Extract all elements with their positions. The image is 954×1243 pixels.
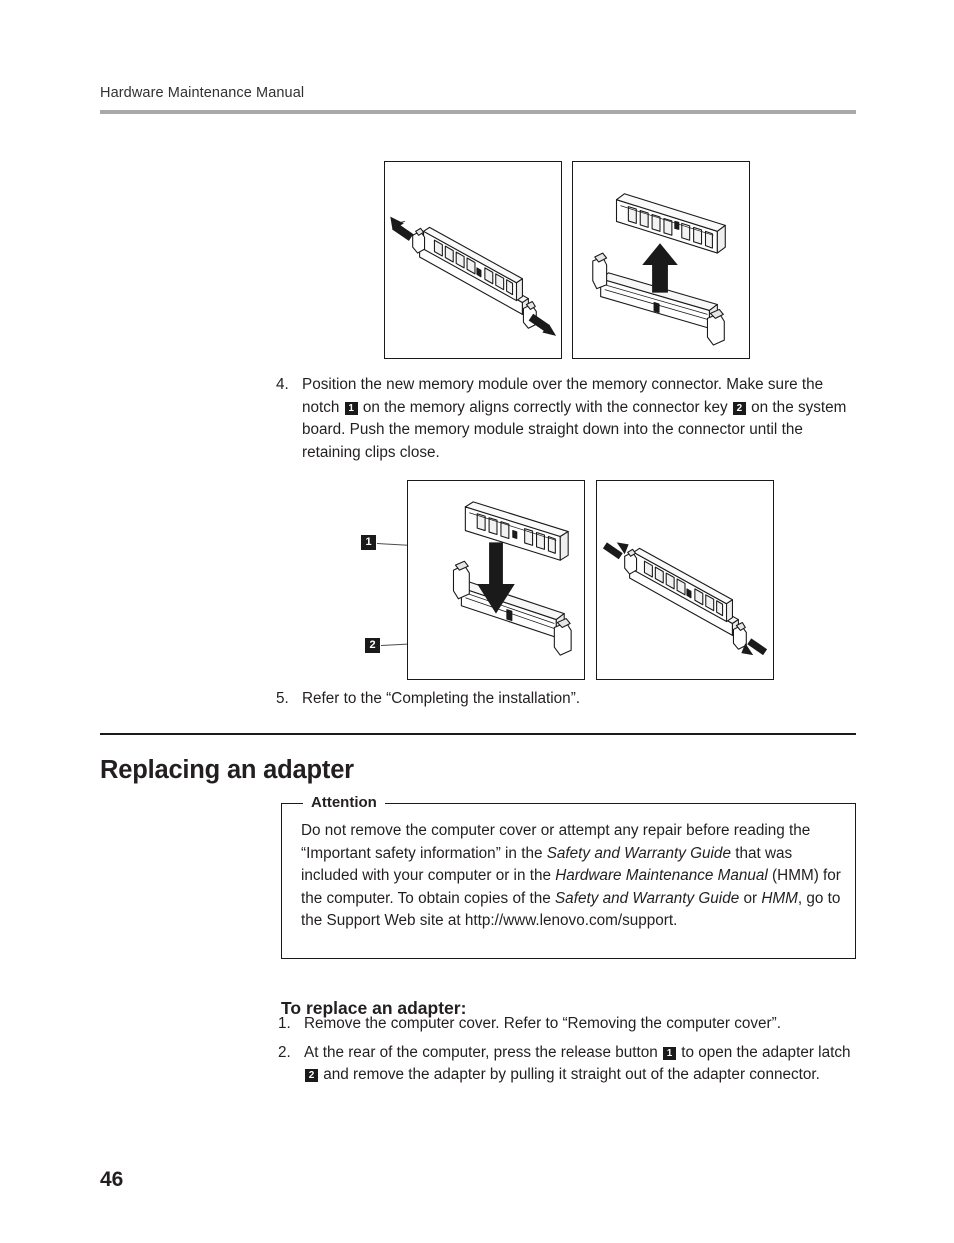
attention-text-part: Do not remove the computer cover or attempt any repair before reading the “Important safety information” in the	[301, 822, 811, 862]
step-number: 5.	[276, 690, 289, 707]
attention-italic-title: Safety and Warranty Guide	[554, 889, 740, 907]
step-text-part: Remove the computer cover. Refer to “Removing the computer cover”.	[304, 1015, 781, 1032]
step-text-part: At the rear of the computer, press the release button	[304, 1043, 662, 1061]
step-text-part: Position the new memory module over the memory connector. Make sure the notch	[302, 376, 824, 416]
section-divider-rule	[100, 733, 856, 735]
attention-body-text	[301, 820, 841, 933]
memory-steps-4	[276, 374, 856, 464]
step-number: 2.	[278, 1043, 291, 1061]
step-item	[276, 374, 856, 464]
inline-marker-2: 2	[733, 402, 746, 415]
attention-italic-title: HMM	[761, 889, 798, 907]
inline-marker-1: 1	[663, 1047, 676, 1060]
attention-text-part: , go to the Support Web site at http://www.lenovo.com/support.	[301, 889, 841, 930]
attention-italic-title: Safety and Warranty Guide	[546, 844, 731, 862]
inline-marker-1: 1	[345, 402, 358, 415]
attention-text-part: or	[739, 889, 762, 907]
attention-text-part: (HMM) for the computer. To obtain copies of the	[301, 867, 841, 907]
subsection-title: To replace an adapter:	[281, 997, 467, 1018]
step-text-part: Refer to the “Completing the installation”.	[302, 690, 581, 707]
adapter-steps	[278, 1013, 860, 1087]
figure-panel-memory-insert-down	[407, 480, 585, 680]
attention-text-part: that was included with your computer or in the	[301, 844, 793, 885]
step-text-part: to open the adapter latch	[676, 1043, 851, 1061]
attention-italic-title: Hardware Maintenance Manual	[555, 867, 768, 885]
figure-callout-1: 1	[361, 535, 376, 550]
step-text-part: and remove the adapter by pulling it straight out of the adapter connector.	[319, 1066, 820, 1084]
step-text-part: on the system board. Push the memory module straight down into the connector until the retaining clips close.	[302, 398, 847, 461]
figure-panel-memory-lift-out	[572, 161, 750, 359]
step-item	[276, 688, 856, 711]
step-text-part: on the memory aligns correctly with the connector key	[358, 398, 732, 416]
step-number: 4.	[276, 376, 289, 393]
figure-panel-memory-remove-clips-open	[384, 161, 562, 359]
figure-callout-2: 2	[365, 638, 380, 653]
inline-marker-2: 2	[305, 1069, 318, 1082]
page-title: Replacing an adapter	[100, 756, 354, 785]
page-number: 46	[100, 1168, 124, 1191]
step-number: 1.	[278, 1015, 291, 1032]
step-item	[278, 1013, 860, 1036]
step-item	[278, 1042, 860, 1087]
attention-legend-label: Attention	[303, 794, 385, 812]
running-header-title: Hardware Maintenance Manual	[100, 85, 305, 101]
figure-panel-memory-clips-close	[596, 480, 774, 680]
header-divider-rule	[100, 110, 856, 114]
memory-steps-5	[276, 688, 856, 711]
